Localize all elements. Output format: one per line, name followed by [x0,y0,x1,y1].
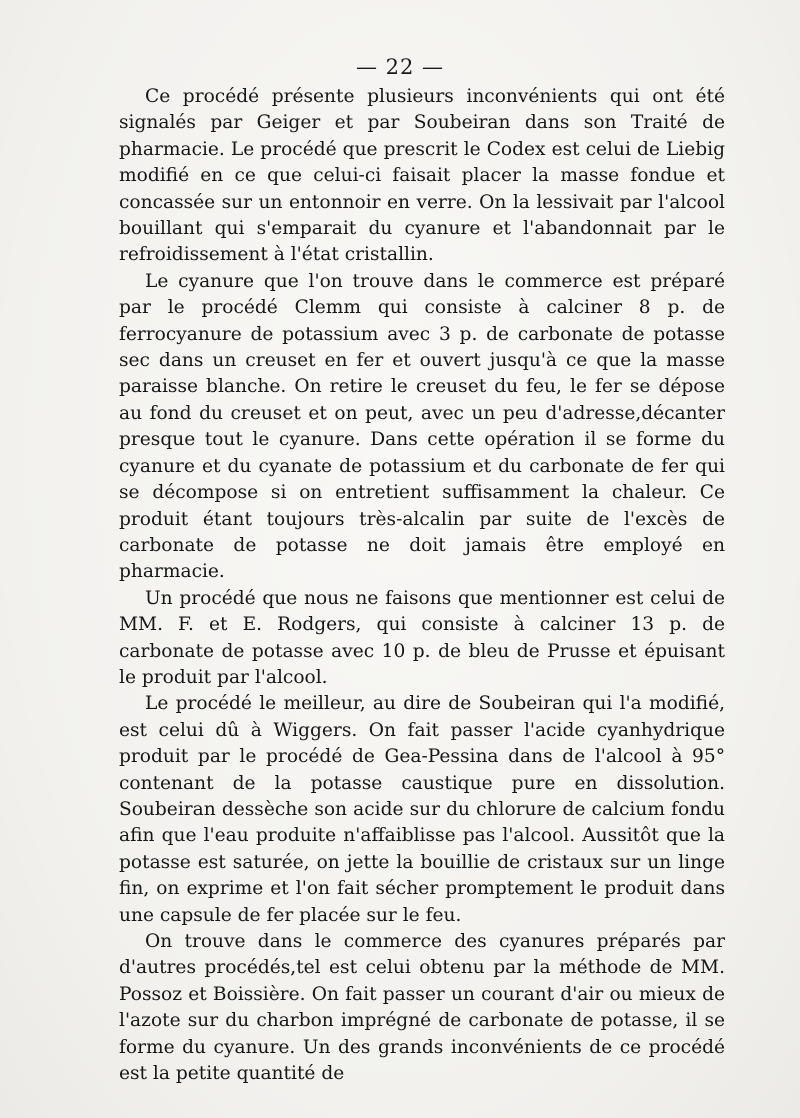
paragraph-2: Le cyanure que l'on trouve dans le commerce est préparé par le procédé Clemm qui consiste à calciner 8 p. de ferrocyanure de potassium avec 3 p. de carbonate de potasse sec dans un creuset en fer et ouvert jusqu'à ce que la masse paraisse blanche. On retire le creuset du feu, le fer se dépose au fond du creuset et on peut, avec un peu d'adresse,décanter presque tout le cyanure. Dans cette opération il se forme du cyanure et du cyanate de potassium et du carbonate de fer qui se décompose si on entretient suffisamment la chaleur. Ce produit étant toujours très-alcalin par suite de l'excès de carbonate de potasse ne doit jamais être employé en pharmacie. [119,270,725,583]
page-number: — 22 — [355,55,445,79]
paragraph-3: Un procédé que nous ne faisons que mentionner est celui de MM. F. et E. Rodgers, qui consiste à calciner 13 p. de carbonate de potasse avec 10 p. de bleu de Prusse et épuisant le produit par l'alcool. [119,587,725,688]
paragraph-5: On trouve dans le commerce des cyanures préparés par d'autres procédés,tel est celui obtenu par la méthode de MM. Possoz et Boissière. On fait passer un courant d'air ou mieux de l'azote sur du charbon imprégné de carbonate de potasse, il se forme du cyanure. Un des grands inconvénients de ce procédé est la petite quantité de [119,931,725,1085]
body-text [119,84,725,1087]
paragraph-1: Ce procédé présente plusieurs inconvénients qui ont été signalés par Geiger et par Soubeiran dans son Traité de pharmacie. Le procédé que prescrit le Codex est celui de Liebig modifié en ce que celui-ci faisait placer la masse fondue et concassée sur un entonnoir en verre. On la lessivait par l'alcool bouillant qui s'emparait du cyanure et l'abandonnait par le refroidissement à l'état cristallin. [119,86,725,266]
paragraph-4: Le procédé le meilleur, au dire de Soubeiran qui l'a modifié, est celui dû à Wiggers. On fait passer l'acide cyanhydrique produit par le procédé de Gea-Pessina dans de l'alcool à 95° contenant de la potasse caustique pure en dissolution. Soubeiran dessèche son acide sur du chlorure de calcium fondu afin que l'eau produite n'affaiblisse pas l'alcool. Aussitôt que la potasse est saturée, on jette la bouillie de cristaux sur un linge fin, on exprime et l'on fait sécher promptement le produit dans une capsule de fer placée sur le feu. [119,693,725,926]
